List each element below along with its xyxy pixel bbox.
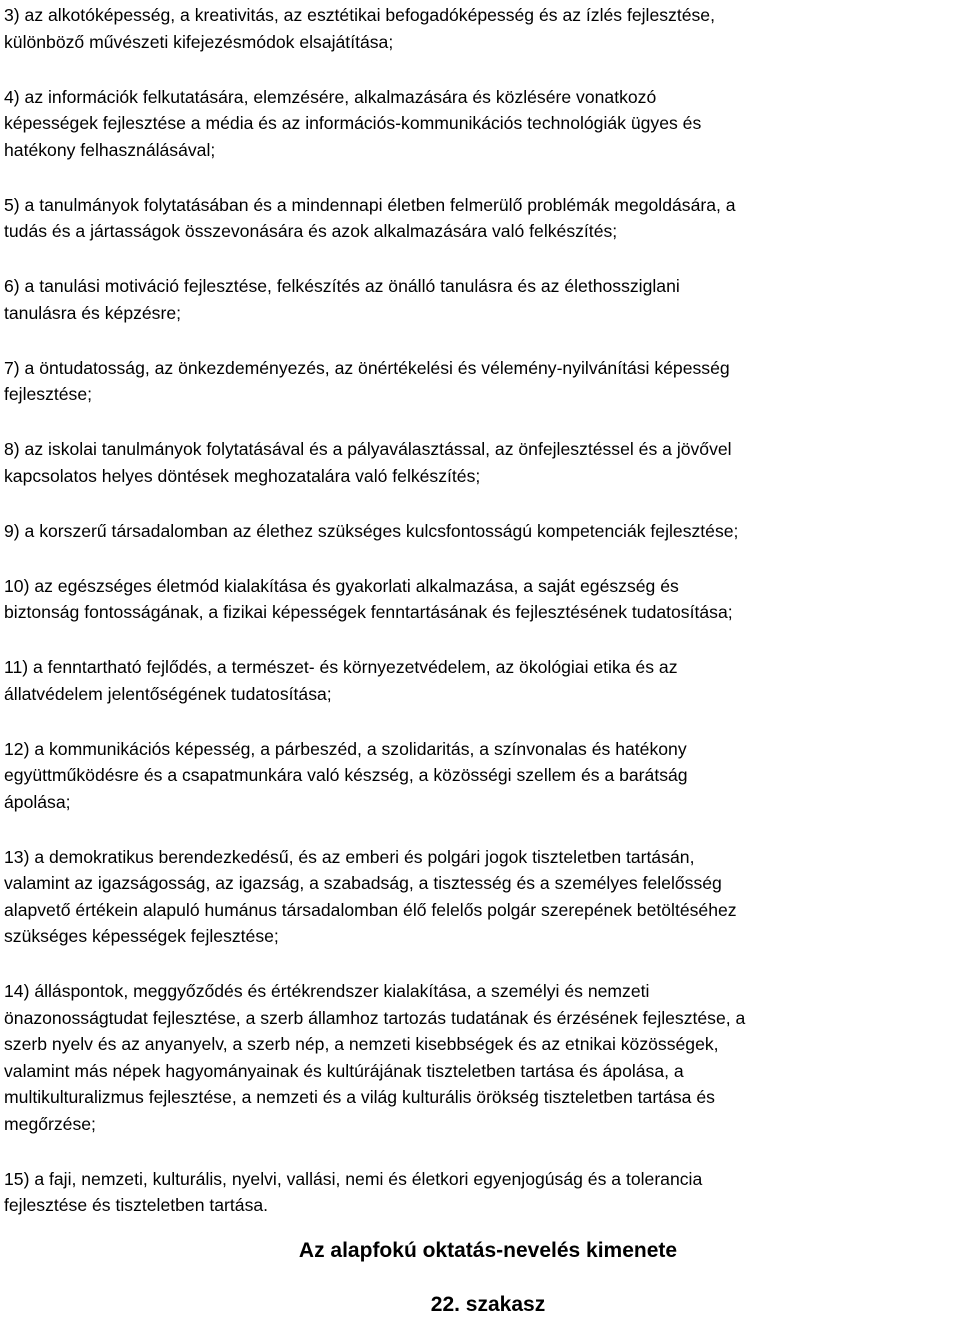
section-heading: Az alapfokú oktatás-nevelés kimenete	[298, 1239, 678, 1262]
list-item-5: 5) a tanulmányok folytatásában és a mindennapi életben felmerülő problémák megoldására, a tudás és a jártasságok összevonására és azok alkalmazására való felkészítés;	[4, 194, 736, 241]
list-item-15: 15) a faji, nemzeti, kulturális, nyelvi, vallási, nemi és életkori egyenjogúság és a tolerancia fejlesztése és tiszteletben tartása.	[4, 1168, 703, 1215]
list-item-13: 13) a demokratikus berendezkedésű, és az emberi és polgári jogok tiszteletben tartásán, valamint az igazságosság, az igazság, a szabadság, a tisztesség és a személyes felelősség alapvető értékein alapuló humánus társadalomban élő felelős polgár szerepének betöltéséhez szükséges képességek fejlesztése;	[4, 846, 737, 946]
list-item-6: 6) a tanulási motiváció fejlesztése, felkészítés az önálló tanulásra és az élethossziglani tanulásra és képzésre;	[4, 276, 680, 323]
section-number: 22. szakasz	[430, 1293, 546, 1316]
list-item-4: 4) az információk felkutatására, elemzésére, alkalmazására és közlésére vonatkozó képességek fejlesztése a média és az információs-kommunikációs technológiák ügyes és hatékony felhasználásával;	[4, 86, 702, 160]
list-item-10: 10) az egészséges életmód kialakítása és gyakorlati alkalmazása, a saját egészség és biztonság fontosságának, a fizikai képességek fenntartásának és fejlesztésének tudatosítása;	[4, 575, 733, 622]
list-item-12: 12) a kommunikációs képesség, a párbeszéd, a szolidaritás, a színvonalas és hatékony együttműködésre és a csapatmunkára való készség, a közösségi szellem és a barátság ápolása;	[4, 738, 688, 812]
list-item-14: 14) álláspontok, meggyőződés és értékrendszer kialakítása, a személyi és nemzeti önazonosságtudat fejlesztése, a szerb államhoz tartozás tudatának és érzésének fejlesztése, a szerb nyelv és az anyanyelv, a szerb nép, a nemzeti kisebbségek és az etnikai közösségek, valamint más népek hagyományainak és kultúrájának tiszteletben tartása és ápolása, a multikulturalizmus fejlesztése, a nemzeti és a világ kulturális örökség tiszteletben tartása és megőrzése;	[4, 981, 746, 1134]
list-item-9: 9) a korszerű társadalomban az élethez szükséges kulcsfontosságú kompetenciák fejlesztése;	[4, 520, 739, 541]
goals-list	[4, 2, 956, 1247]
list-item-7: 7) a öntudatosság, az önkezdeményezés, az önértékelési és vélemény-nyilvánítási képesség fejlesztése;	[4, 357, 730, 404]
list-item-3: 3) az alkotóképesség, a kreativitás, az esztétikai befogadóképesség és az ízlés fejlesztése, különböző művészeti kifejezésmódok elsajátítása;	[4, 5, 715, 52]
list-item-8: 8) az iskolai tanulmányok folytatásával és a pályaválasztással, az önfejlesztéssel és a jövővel kapcsolatos helyes döntések meghozatalára való felkészítés;	[4, 439, 732, 486]
list-item-11: 11) a fenntartható fejlődés, a természet- és környezetvédelem, az ökológiai etika és az állatvédelem jelentőségének tudatosítása;	[4, 657, 678, 704]
